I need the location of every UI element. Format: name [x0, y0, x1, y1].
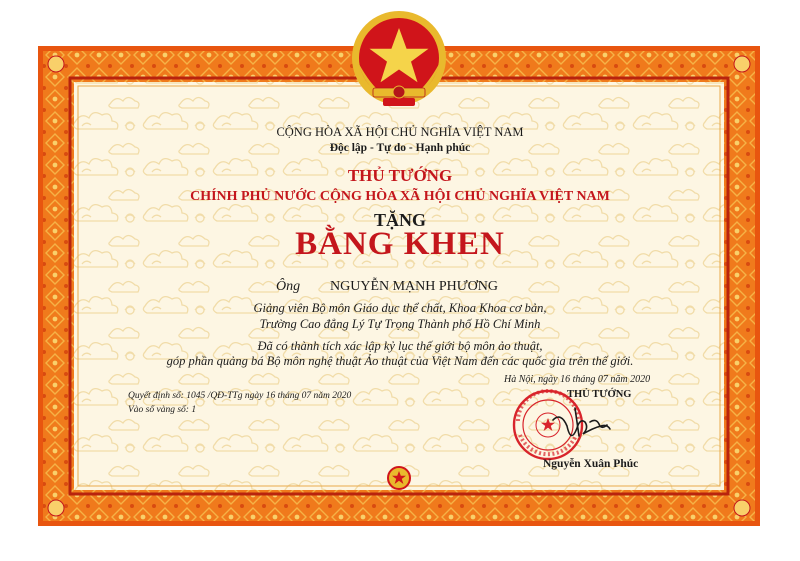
award-verb: TẶNG [373, 210, 426, 230]
citation-line-2: góp phần quảng bá Bộ môn nghệ thuật Ảo thuật của Việt Nam đến các quốc gia trên thế giới. [166, 354, 634, 368]
issuer-title: THỦ TƯỚNG [347, 166, 453, 185]
citation-line-1: Đã có thành tích xác lập kỷ lục thế giới bộ môn ảo thuật, [257, 339, 543, 353]
government-name: CHÍNH PHỦ NƯỚC CỘNG HÒA XÃ HỘI CHỦ NGHĨA VIỆT NAM [190, 189, 610, 204]
recipient-position-2: Trường Cao đẳng Lý Tự Trọng Thành phố Hồ Chí Minh [259, 317, 541, 331]
signer-role: THỦ TƯỚNG [567, 389, 632, 400]
recipient-name: NGUYỄN MẠNH PHƯƠNG [330, 279, 498, 294]
recipient-salutation: Ông [276, 279, 301, 294]
national-motto: Độc lập - Tự do - Hạnh phúc [329, 142, 471, 154]
country-name: CỘNG HÒA XÃ HỘI CHỦ NGHĨA VIỆT NAM [276, 125, 524, 139]
golden-book-number: Vào sổ vàng số: 1 [128, 405, 197, 415]
recipient-position-1: Giảng viên Bộ môn Giáo dục thể chất, Khoa Khoa cơ bản, [253, 301, 547, 315]
star-emblem-icon [388, 467, 410, 489]
place-date: Hà Nội, ngày 16 tháng 07 năm 2020 [504, 374, 651, 385]
decision-number: Quyết định số: 1045 /QĐ-TTg ngày 16 tháng 07 năm 2020 [128, 391, 352, 401]
award-name: BẰNG KHEN [295, 226, 505, 262]
signer-name: Nguyễn Xuân Phúc [543, 458, 639, 470]
